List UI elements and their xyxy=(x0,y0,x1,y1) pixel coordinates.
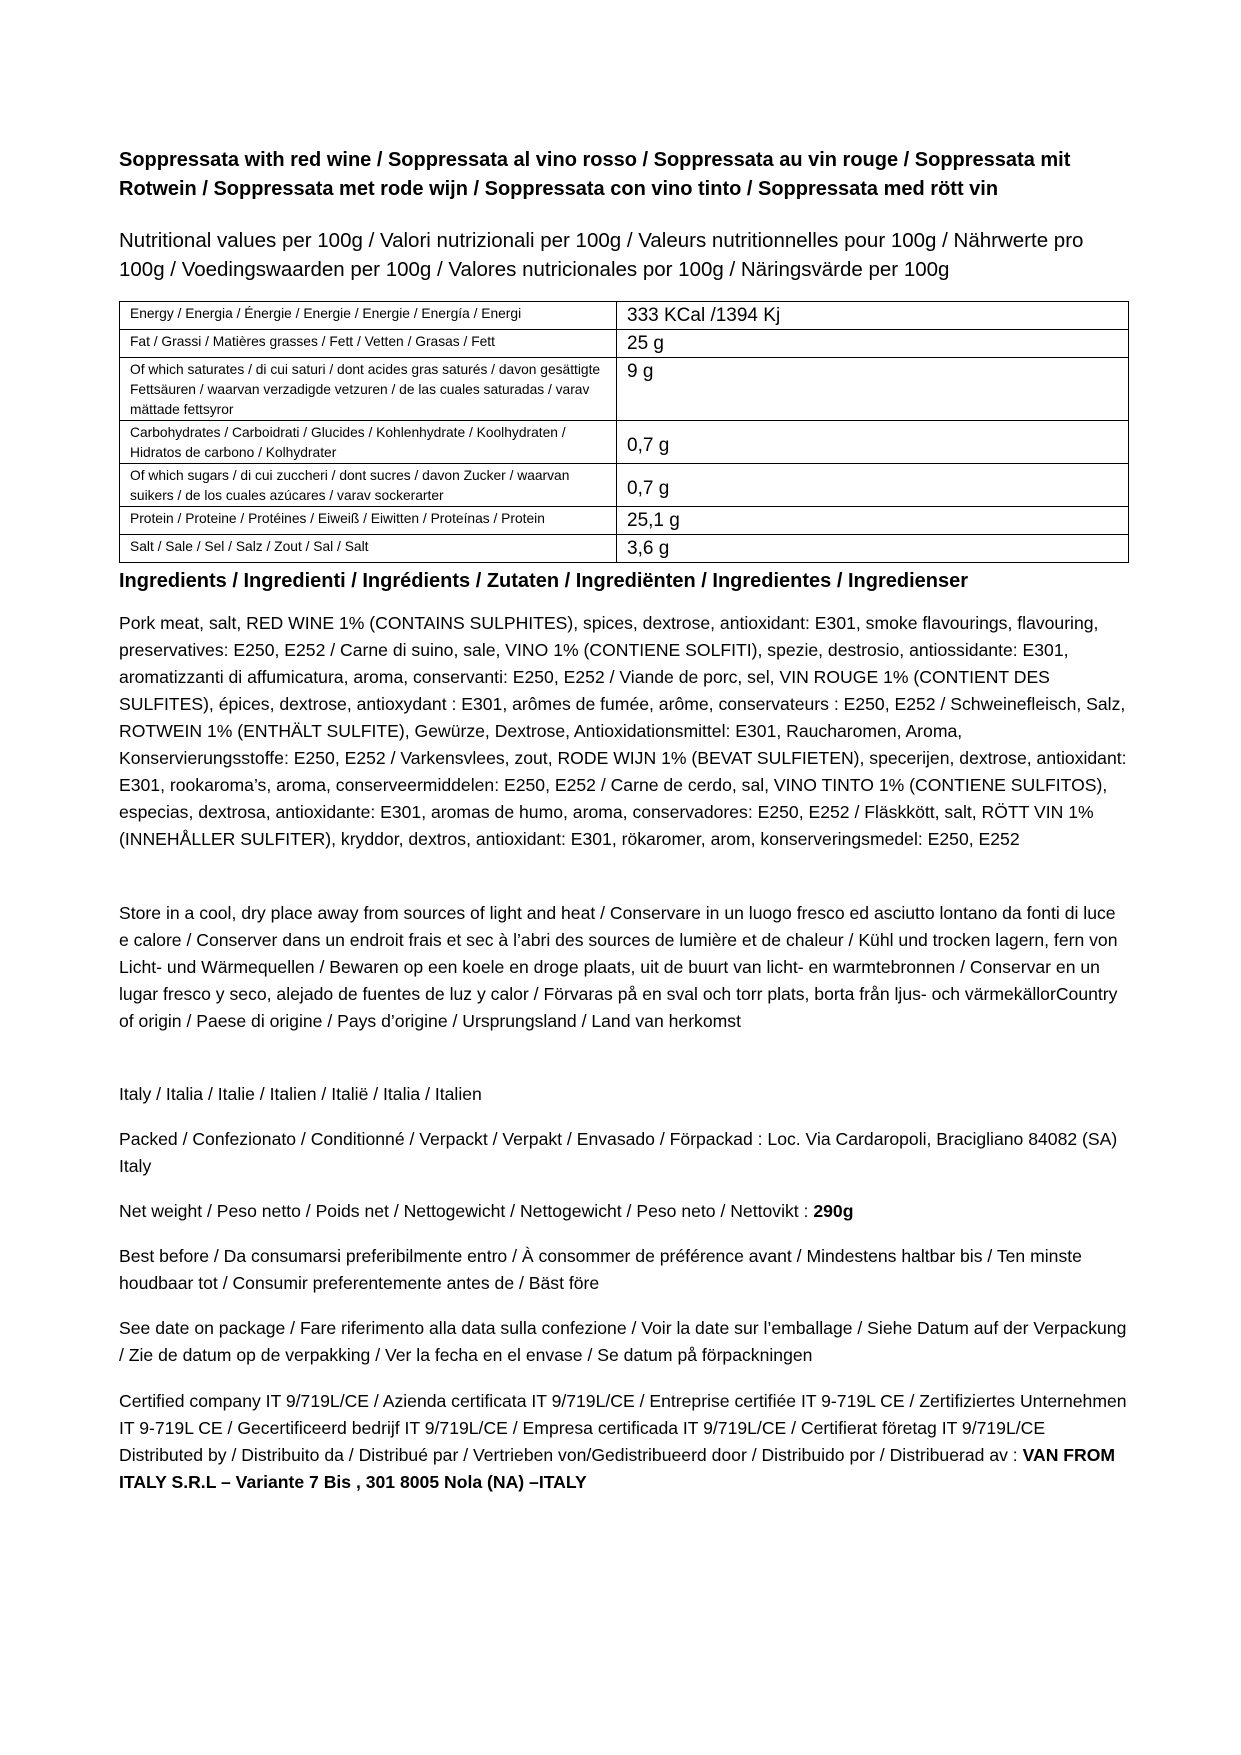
ingredients-heading: Ingredients / Ingredienti / Ingrédients / Zutaten / Ingrediënten / Ingredientes / Ingredienser xyxy=(119,570,969,592)
nutrition-label-carbohydrates: Carbohydrates / Carboidrati / Glucides / Kohlenhydrate / Koolhydraten / Hidratos de carbono / Kolhydrater xyxy=(120,421,617,464)
origin-text: Italy / Italia / Italie / Italien / Italië / Italia / Italien xyxy=(119,1084,482,1104)
nutrition-value-protein: 25,1 g xyxy=(617,507,1129,535)
packed-text: Packed / Confezionato / Conditionné / Verpackt / Verpakt / Envasado / Förpackad : Loc. Via Cardaropoli, Bracigliano 84082 (SA) Italy xyxy=(119,1129,1118,1176)
distributor-name: VAN FROM ITALY S.R.L – Variante 7 Bis , 301 8005 Nola (NA) –ITALY xyxy=(119,1445,1116,1492)
nutrition-label-fat: Fat / Grassi / Matières grasses / Fett / Vetten / Grasas / Fett xyxy=(120,330,617,358)
table-row xyxy=(120,421,1129,464)
table-row xyxy=(120,358,1129,421)
storage-text: Store in a cool, dry place away from sources of light and heat / Conservare in un luogo fresco ed asciutto lontano da fonti di luce e calore / Conserver dans un endroit frais et sec à l’abri des sources de lumière et de chaleur / Kühl und trocken lagern, fern von Licht- und Wärmequellen / Bewaren op een koele en droge plaats, uit de buurt van licht- en warmtebronnen / Conservar en un lugar fresco y seco, alejado de fuentes de luz y calor / Förvaras på en sval och torr plats, borta från ljus- och värmekällorCountry of origin / Paese di origine / Pays d’origine / Ursprungsland / Land van herkomst xyxy=(119,903,1118,1031)
certified-text: Certified company IT 9/719L/CE / Azienda certificata IT 9/719L/CE / Entreprise certifiée IT 9-719L CE / Zertifiziertes Unternehmen IT 9-719L CE / Gecertificeerd bedrijf IT 9/719L/CE / Empresa certificada IT 9/719L/CE / Certifierat företag IT 9/719L/CE Distributed by / Distribuito da / Distribué par / Vertrieben von/Gedistribueerd door / Distribuido por / Distribuerad av : xyxy=(119,1391,1127,1465)
nutrition-heading: Nutritional values per 100g / Valori nutrizionali per 100g / Valeurs nutritionnelles pour 100g / Nährwerte pro 100g / Voedingswaarden per 100g / Valores nutricionales por 100g / Näringsvärde per 100g xyxy=(119,229,1084,281)
nutrition-value-salt: 3,6 g xyxy=(617,535,1129,563)
product-title: Soppressata with red wine / Soppressata al vino rosso / Soppressata au vin rouge / Soppressata mit Rotwein / Soppressata met rode wijn / Soppressata con vino tinto / Soppressata med rött vin xyxy=(119,149,1071,200)
nutrition-value-carbohydrates: 0,7 g xyxy=(617,421,1129,464)
nutrition-label-saturates: Of which saturates / di cui saturi / dont acides gras saturés / davon gesättigte Fettsäuren / waarvan verzadigde vetzuren / de las cuales saturadas / varav mättade fettsyror xyxy=(120,358,617,421)
nutrition-value-fat: 25 g xyxy=(617,330,1129,358)
table-row xyxy=(120,507,1129,535)
nutrition-table xyxy=(119,301,1129,563)
net-weight-label: Net weight / Peso netto / Poids net / Nettogewicht / Nettogewicht / Peso neto / Nettovikt : xyxy=(119,1201,814,1221)
net-weight-value: 290g xyxy=(813,1201,854,1221)
see-date-text: See date on package / Fare riferimento alla data sulla confezione / Voir la date sur l’emballage / Siehe Datum auf der Verpackung / Zie de datum op de verpakking / Ver la fecha en el envase / Se datum på förpackningen xyxy=(119,1318,1127,1365)
nutrition-label-energy: Energy / Energia / Énergie / Energie / Energie / Energía / Energi xyxy=(120,302,617,330)
table-row xyxy=(120,464,1129,507)
nutrition-value-energy: 333 KCal /1394 Kj xyxy=(617,302,1129,330)
nutrition-value-saturates: 9 g xyxy=(617,358,1129,421)
nutrition-label-sugars: Of which sugars / di cui zuccheri / dont sucres / davon Zucker / waarvan suikers / de los cuales azúcares / varav sockerarter xyxy=(120,464,617,507)
table-row xyxy=(120,330,1129,358)
table-row xyxy=(120,302,1129,330)
certified-line xyxy=(119,1388,1127,1496)
nutrition-value-sugars: 0,7 g xyxy=(617,464,1129,507)
best-before-text: Best before / Da consumarsi preferibilmente entro / À consommer de préférence avant / Mindestens haltbar bis / Ten minste houdbaar tot / Consumir preferentemente antes de / Bäst före xyxy=(119,1246,1082,1293)
nutrition-label-salt: Salt / Sale / Sel / Salz / Zout / Sal / Salt xyxy=(120,535,617,563)
net-weight-line xyxy=(119,1198,1127,1225)
nutrition-label-protein: Protein / Proteine / Protéines / Eiweiß / Eiwitten / Proteínas / Protein xyxy=(120,507,617,535)
table-row xyxy=(120,535,1129,563)
ingredients-text: Pork meat, salt, RED WINE 1% (CONTAINS SULPHITES), spices, dextrose, antioxidant: E301, smoke flavourings, flavouring, preservatives: E250, E252 / Carne di suino, sale, VINO 1% (CONTIENE SOLFITI), spezie, destrosio, antiossidante: E301, aromatizzanti di affumicatura, aroma, conservanti: E250, E252 / Viande de porc, sel, VIN ROUGE 1% (CONTIENT DES SULFITES), épices, dextrose, antioxydant : E301, arômes de fumée, arôme, conservateurs : E250, E252 / Schweinefleisch, Salz, ROTWEIN 1% (ENTHÄLT SULFITE), Gewürze, Dextrose, Antioxidationsmittel: E301, Raucharomen, Aroma, Konservierungsstoffe: E250, E252 / Varkensvlees, zout, RODE WIJN 1% (BEVAT SULFIETEN), specerijen, dextrose, antioxidant: E301, rookaroma’s, aroma, conserveermiddelen: E250, E252 / Carne de cerdo, sal, VINO TINTO 1% (CONTIENE SULFITOS), especias, dextrosa, antioxidante: E301, aromas de humo, aroma, conservadores: E250, E252 / Fläskkött, salt, RÖTT VIN 1% (INNEHÅLLER SULFITER), kryddor, dextros, antioxidant: E301, rökaromer, arom, konserveringsmedel: E250, E252 xyxy=(119,613,1127,849)
